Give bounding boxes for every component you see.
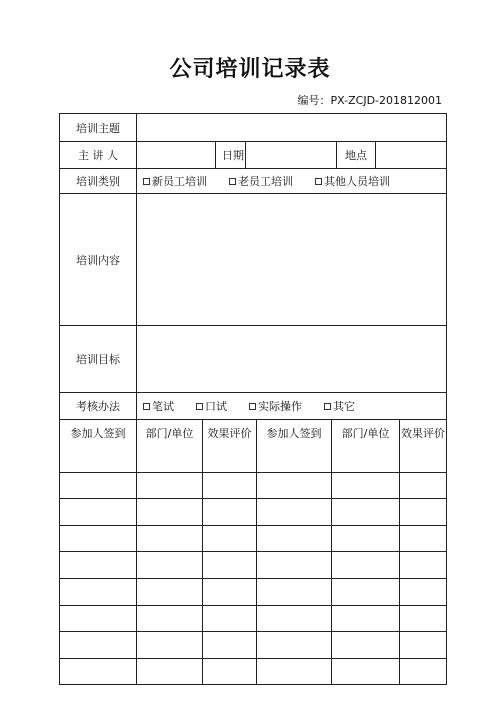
attendance-cell-rating[interactable]: [399, 579, 446, 605]
attendance-cell-signin[interactable]: [60, 632, 136, 658]
attendance-cell-signin[interactable]: [256, 445, 331, 472]
row-assessment: [60, 392, 446, 419]
attendance-cell-signin[interactable]: [256, 606, 331, 632]
place-field[interactable]: [375, 142, 446, 168]
assessment-option-practical[interactable]: [249, 398, 302, 414]
attendance-header-rating: 效果评价: [399, 420, 446, 445]
attendance-cell-rating[interactable]: [202, 632, 256, 658]
checkbox-icon: [315, 178, 322, 185]
attendance-row: [60, 658, 446, 685]
assessment-option-other[interactable]: [324, 398, 355, 414]
topic-field[interactable]: [136, 114, 446, 141]
attendance-cell-signin[interactable]: [256, 632, 331, 658]
assessment-option-written[interactable]: [143, 398, 174, 414]
date-field[interactable]: [245, 142, 336, 168]
attendance-cell-signin[interactable]: [60, 579, 136, 605]
category-option-new-staff[interactable]: [143, 173, 207, 189]
attendance-cell-rating[interactable]: [399, 499, 446, 525]
attendance-row: [60, 631, 446, 658]
option-label: 老员工培训: [238, 175, 293, 188]
checkbox-icon: [143, 403, 150, 410]
attendance-cell-signin[interactable]: [256, 552, 331, 578]
option-label: 其它: [333, 400, 355, 413]
attendance-header-rating: 效果评价: [202, 420, 256, 445]
attendance-cell-signin[interactable]: [60, 659, 136, 685]
date-label: 日期: [215, 142, 245, 168]
attendance-cell-rating[interactable]: [202, 445, 256, 472]
attendance-cell-dept[interactable]: [136, 632, 202, 658]
attendance-cell-rating[interactable]: [399, 473, 446, 499]
attendance-cell-dept[interactable]: [136, 552, 202, 578]
attendance-cell-dept[interactable]: [331, 632, 399, 658]
attendance-cell-dept[interactable]: [331, 445, 399, 472]
attendance-row: [60, 525, 446, 552]
attendance-cell-dept[interactable]: [136, 445, 202, 472]
checkbox-icon: [143, 178, 150, 185]
row-objective: [60, 325, 446, 392]
attendance-cell-dept[interactable]: [331, 473, 399, 499]
topic-label: 培训主题: [76, 121, 120, 135]
attendance-header-row: [60, 419, 446, 445]
lecturer-field[interactable]: [136, 142, 215, 168]
option-label: 其他人员培训: [324, 175, 390, 188]
attendance-cell-signin[interactable]: [256, 579, 331, 605]
lecturer-label: 主 讲 人: [78, 149, 118, 162]
attendance-cell-rating[interactable]: [202, 552, 256, 578]
objective-field[interactable]: [136, 326, 446, 392]
attendance-cell-dept[interactable]: [136, 606, 202, 632]
attendance-cell-dept[interactable]: [136, 526, 202, 552]
attendance-row: [60, 578, 446, 605]
attendance-row: [60, 605, 446, 632]
attendance-cell-signin[interactable]: [256, 473, 331, 499]
attendance-row: [60, 445, 446, 472]
content-label: 培训内容: [76, 253, 120, 267]
attendance-header-dept: 部门/单位: [136, 420, 202, 445]
attendance-cell-signin[interactable]: [60, 499, 136, 525]
attendance-cell-dept[interactable]: [136, 659, 202, 685]
row-content: [60, 193, 446, 325]
attendance-cell-rating[interactable]: [202, 499, 256, 525]
objective-label: 培训目标: [76, 353, 120, 366]
attendance-cell-signin[interactable]: [256, 526, 331, 552]
attendance-body: [60, 445, 446, 684]
assessment-option-oral[interactable]: [196, 398, 227, 414]
attendance-cell-dept[interactable]: [331, 552, 399, 578]
attendance-cell-signin[interactable]: [60, 552, 136, 578]
content-field[interactable]: [136, 194, 446, 325]
attendance-cell-dept[interactable]: [136, 499, 202, 525]
category-options: [136, 169, 446, 193]
attendance-cell-dept[interactable]: [331, 579, 399, 605]
attendance-cell-signin[interactable]: [256, 499, 331, 525]
option-label: 口试: [205, 400, 227, 413]
attendance-cell-dept[interactable]: [136, 473, 202, 499]
option-label: 笔试: [152, 400, 174, 413]
attendance-cell-signin[interactable]: [60, 606, 136, 632]
attendance-cell-signin[interactable]: [60, 445, 136, 472]
assessment-options: [136, 393, 446, 419]
attendance-cell-signin[interactable]: [256, 659, 331, 685]
attendance-cell-dept[interactable]: [331, 659, 399, 685]
attendance-cell-rating[interactable]: [399, 552, 446, 578]
checkbox-icon: [229, 178, 236, 185]
row-lecturer: [60, 141, 446, 168]
option-label: 新员工培训: [152, 175, 207, 188]
form-title: 公司培训记录表: [169, 57, 331, 82]
attendance-header-dept: 部门/单位: [331, 420, 399, 445]
checkbox-icon: [249, 403, 256, 410]
attendance-header-signin: 参加人签到: [70, 426, 126, 440]
attendance-cell-rating[interactable]: [399, 526, 446, 552]
row-category: [60, 168, 446, 193]
attendance-row: [60, 472, 446, 499]
attendance-cell-dept[interactable]: [331, 499, 399, 525]
attendance-cell-rating[interactable]: [399, 632, 446, 658]
attendance-row: [60, 498, 446, 525]
category-option-other-staff[interactable]: [315, 173, 390, 189]
option-label: 实际操作: [258, 400, 302, 413]
attendance-cell-rating[interactable]: [202, 659, 256, 685]
attendance-cell-rating[interactable]: [202, 526, 256, 552]
assessment-label: 考核办法: [76, 400, 120, 413]
document-number: 编号：PX-ZCJD-201812001: [297, 94, 442, 107]
attendance-cell-rating[interactable]: [399, 445, 446, 472]
place-label: 地点: [336, 142, 375, 168]
attendance-cell-dept[interactable]: [136, 579, 202, 605]
attendance-row: [60, 551, 446, 578]
attendance-cell-dept[interactable]: [331, 606, 399, 632]
category-option-old-staff[interactable]: [229, 173, 293, 189]
attendance-cell-rating[interactable]: [399, 606, 446, 632]
attendance-cell-signin[interactable]: [60, 473, 136, 499]
attendance-header-signin: 参加人签到: [256, 420, 331, 445]
attendance-cell-rating[interactable]: [399, 659, 446, 685]
checkbox-icon: [196, 403, 203, 410]
checkbox-icon: [324, 403, 331, 410]
category-label: 培训类别: [76, 175, 120, 188]
attendance-cell-rating[interactable]: [202, 579, 256, 605]
attendance-cell-dept[interactable]: [331, 526, 399, 552]
training-record-form: [59, 113, 447, 685]
attendance-cell-rating[interactable]: [202, 606, 256, 632]
row-topic: [60, 114, 446, 141]
attendance-cell-rating[interactable]: [202, 473, 256, 499]
attendance-cell-signin[interactable]: [60, 526, 136, 552]
